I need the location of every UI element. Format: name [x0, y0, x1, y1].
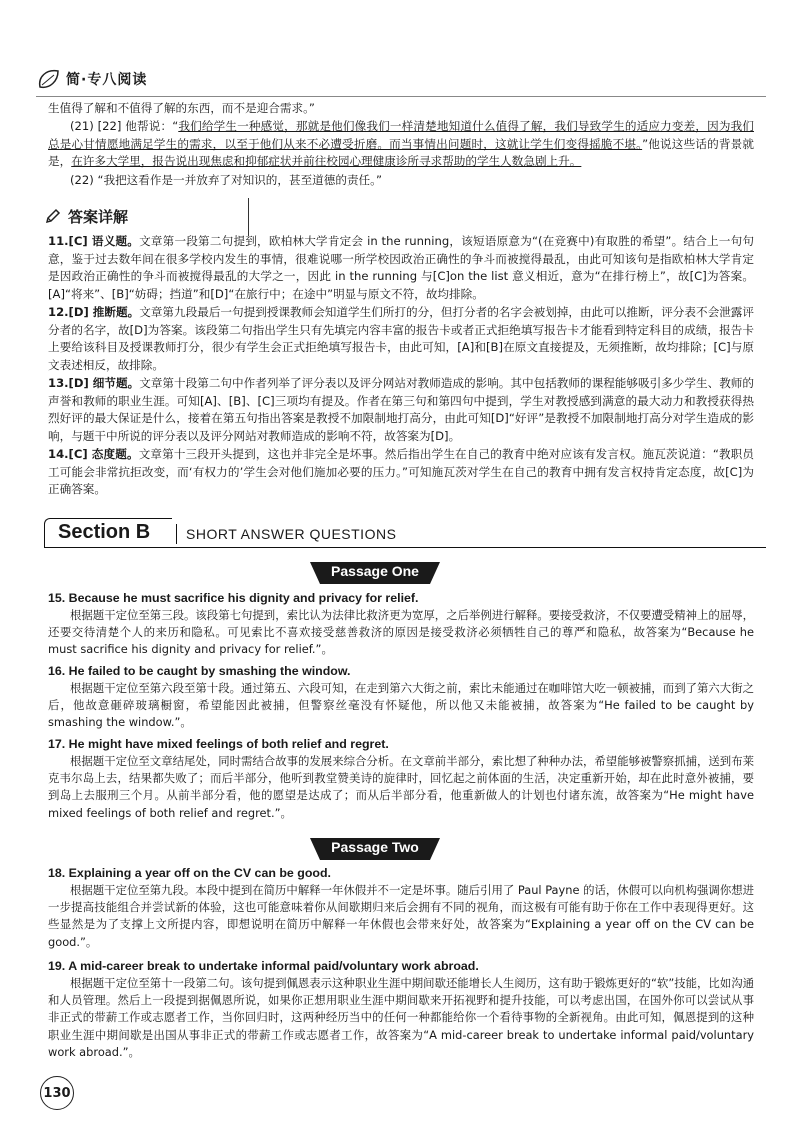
section-b-heading — [44, 518, 766, 548]
text-cursor — [248, 198, 249, 236]
question-17 — [48, 736, 754, 822]
question-body: 根据题干定位至第六段至第十段。通过第五、六段可知，在走到第六大街之前，索比未能通过在咖啡馆大吃一顿被捕，而到了第六大街之后，他故意砸碎玻璃橱窗，希望能因此被捕，但警察丝毫没有怀疑他，所以他又未能被捕，故答案为“He failed to be caught by smashing the window.”。 — [48, 681, 754, 730]
answer-tag: [C] 语义题。 — [68, 234, 140, 248]
question-title: 17. He might have mixed feelings of both relief and regret. — [48, 737, 389, 751]
answer-item-14 — [48, 446, 754, 499]
p21-underlined-2: 在许多大学里，报告说出现焦虑和抑郁症状并前往校园心理健康诊所寻求帮助的学生人数急剧上升。 — [71, 154, 582, 169]
section-subtitle: SHORT ANSWER QUESTIONS — [186, 526, 397, 542]
header-divider — [36, 96, 766, 97]
answer-item-12 — [48, 304, 754, 374]
section-label: Section B — [58, 521, 151, 543]
section-divider — [176, 524, 177, 544]
answer-number: 11. — [48, 234, 69, 248]
passage-one-banner — [310, 562, 440, 584]
answers-heading-text: 答案详解 — [68, 207, 129, 226]
header-title: 简·专八阅读 — [66, 72, 148, 88]
question-body: 根据题干定位至第十一段第二句。该句提到佩恩表示这种职业生涯中期间歇还能增长人生阅历，这有助于锻炼更好的“软”技能，比如沟通和人员管理。然后上一段提到据佩恩所说，如果你正想用职业生涯中期间歇来开拓视野和提升技能，可以考虑出国，在国外你可以尝试从事非正式的带薪工作或志愿者工作，当你回归时，这两种经历当中的任何一种都能给你一个看待事物的全新视角。由此可知，佩恩提到的这种职业生涯中期间歇是出国从事非正式的带薪工作或志愿者工作，故答案为“A mid-career break to undertake informal paid/voluntary work abroad.”。 — [48, 976, 754, 1059]
answer-number: 14. — [48, 447, 69, 461]
answer-item-11 — [48, 233, 754, 303]
passage-two-banner — [310, 838, 440, 860]
question-title: 16. He failed to be caught by smashing the window. — [48, 664, 351, 678]
answer-text: 文章第九段最后一句提到授课教师会知道学生们所打的分，但打分者的名字会被划掉，由此可以推断，评分表不会泄露评分者的名字，故[D]为答案。该段第二句指出学生只有先填完内容丰富的报告卡或者正式拒绝填写报告卡才能看到特定科目的成绩，报告卡上要给该科目及授课教师打分，很少有学生会正式拒绝填写报告卡，由此可知，[A]和[B]在原文直接提及，无须推断，故均排除；[C]与原文表述相反，故排除。 — [48, 305, 754, 372]
page-header — [36, 66, 147, 92]
p21-lead: (21) [22] 他帮说：“ — [70, 119, 179, 133]
p21-underlined-1: 我们给学生一种感觉，那就是他们像我们一样清楚地知道什么值得了解，我们导致学生的适应力变差，因为我们总是心甘情愿地满足学生的需求，以至于他们从来不必遭受折磨。而当事情出问题时，这就让学生们变得摇脆不堪。 — [48, 119, 754, 151]
answer-tag: [C] 态度题。 — [68, 447, 139, 461]
question-title: 18. Explaining a year off on the CV can be good. — [48, 866, 331, 880]
answer-number: 12. — [48, 305, 69, 319]
section-rule — [44, 547, 766, 548]
answers-heading — [44, 206, 128, 226]
answer-number: 13. — [48, 376, 69, 390]
question-body: 根据题干定位至文章结尾处，同时需结合故事的发展来综合分析。在文章前半部分，索比想了种种办法，希望能够被警察抓捕，送到布莱克韦尔岛上去，结果都失败了；而后半部分，他听到教堂赞美诗的旋律时，回忆起之前体面的生活，决定重新开始，却在此时意外被捕，要到岛上去服刑三个月。从前半部分看，他的愿望是达成了；而从后半部分看，他重新做人的计划也付诸东流，故答案为“He might have mixed feelings of both relief and regret.”。 — [48, 754, 754, 820]
question-body: 根据题干定位至第三段。该段第七句提到，索比认为法律比救济更为宽厚，之后举例进行解释。要接受救济，不仅要遭受精神上的屈辱，还要交待清楚个人的来历和隐私。可见索比不喜欢接受慈善救济的原因是接受救济必须牺牲自己的尊严和隐私，故答案为“Because he must sacrifice his dignity and privacy for relief.”。 — [48, 608, 754, 657]
passage-one-label: Passage One — [331, 563, 419, 579]
question-18 — [48, 865, 754, 951]
answer-text: 文章第十三段开头提到，这也并非完全是坏事。然后指出学生在自己的教育中绝对应该有发言权。施瓦茨说道：“教职员工可能会非常抗拒改变，而‘有权力的’学生会对他们施加必要的压力。”可知施瓦茨对学生在自己的教育中拥有发言权持肯定态度，故[C]为正确答案。 — [48, 447, 754, 497]
intro-line: 生值得了解和不值得了解的东西，而不是迎合需求。” — [48, 101, 315, 115]
question-body: 根据题干定位至第九段。本段中提到在简历中解释一年休假并不一定是坏事。随后引用了 Paul Payne 的话，休假可以向机构强调你想进一步提高技能组合并尝试新的体验，这也可能意味着你从间歇期归来后会拥有不同的视角，而这极有可能有助于你在工作中表现得更好。这些显然是为了支撑上文所提内容，即想说明在简历中解释一年休假也会带来好处，故答案为“Explaining a year off on the CV can be good.”。 — [48, 883, 754, 949]
leaf-logo-icon — [36, 67, 62, 91]
answer-tag: [D] 推断题。 — [68, 305, 140, 319]
passage-two-label: Passage Two — [331, 839, 419, 855]
p21-middle: ”他说这些话的背景就是， — [48, 136, 754, 169]
question-title: 19. A mid-career break to undertake informal paid/voluntary work abroad. — [48, 959, 479, 973]
question-title: 15. Because he must sacrifice his dignity and privacy for relief. — [48, 591, 419, 605]
paragraph-22: (22) “我把这看作是一并放弃了对知识的，甚至道德的责任。” — [70, 173, 382, 187]
question-19 — [48, 958, 754, 1061]
page-number: 130 — [40, 1076, 74, 1110]
answer-item-13 — [48, 375, 754, 445]
question-15 — [48, 590, 754, 659]
answer-text: 文章第一段第二句提到，欧柏林大学肯定会 in the running，该短语原意为“(在竞赛中)有取胜的希望”。结合上一句句意，鉴于过去数年间在很多学校内发生的事情，很难说哪一所学校因政治正确性的争斗而被搅得最乱，由此可知该句是指欧柏林大学肯定是因政治正确性的争斗而被搅得最乱的大学之一，因此 in the running 与[C]on the list 意义相近，意为“在排行榜上”，故[C]为答案。[A]“将来”、[B]“妨碍；挡道”和[D]“在旅行中；在途中”明显与原文不符，故均排除。 — [48, 234, 754, 301]
answer-text: 文章第十段第二句中作者列举了评分表以及评分网站对教师造成的影响。其中包括教师的课程能够吸引多少学生、教师的声誉和教师的职业生涯。可知[A]、[B]、[C]三项均有提及。作者在第三句和第四句中提到，学生对教授感到满意的最大动力和教授获得热烈好评的最大保证是什么，接着在第五句指出答案是教授不加限制地打高分，由此可知[D]“好评”是教授不加限制地打高分对学生造成的影响，与题干中所说的评分表以及评分网站对教师造成的影响不符，故答案为[D]。 — [48, 376, 754, 443]
paragraph-21 — [48, 118, 754, 171]
pencil-icon — [44, 207, 62, 225]
question-16 — [48, 663, 754, 732]
answer-tag: [D] 细节题。 — [68, 376, 140, 390]
